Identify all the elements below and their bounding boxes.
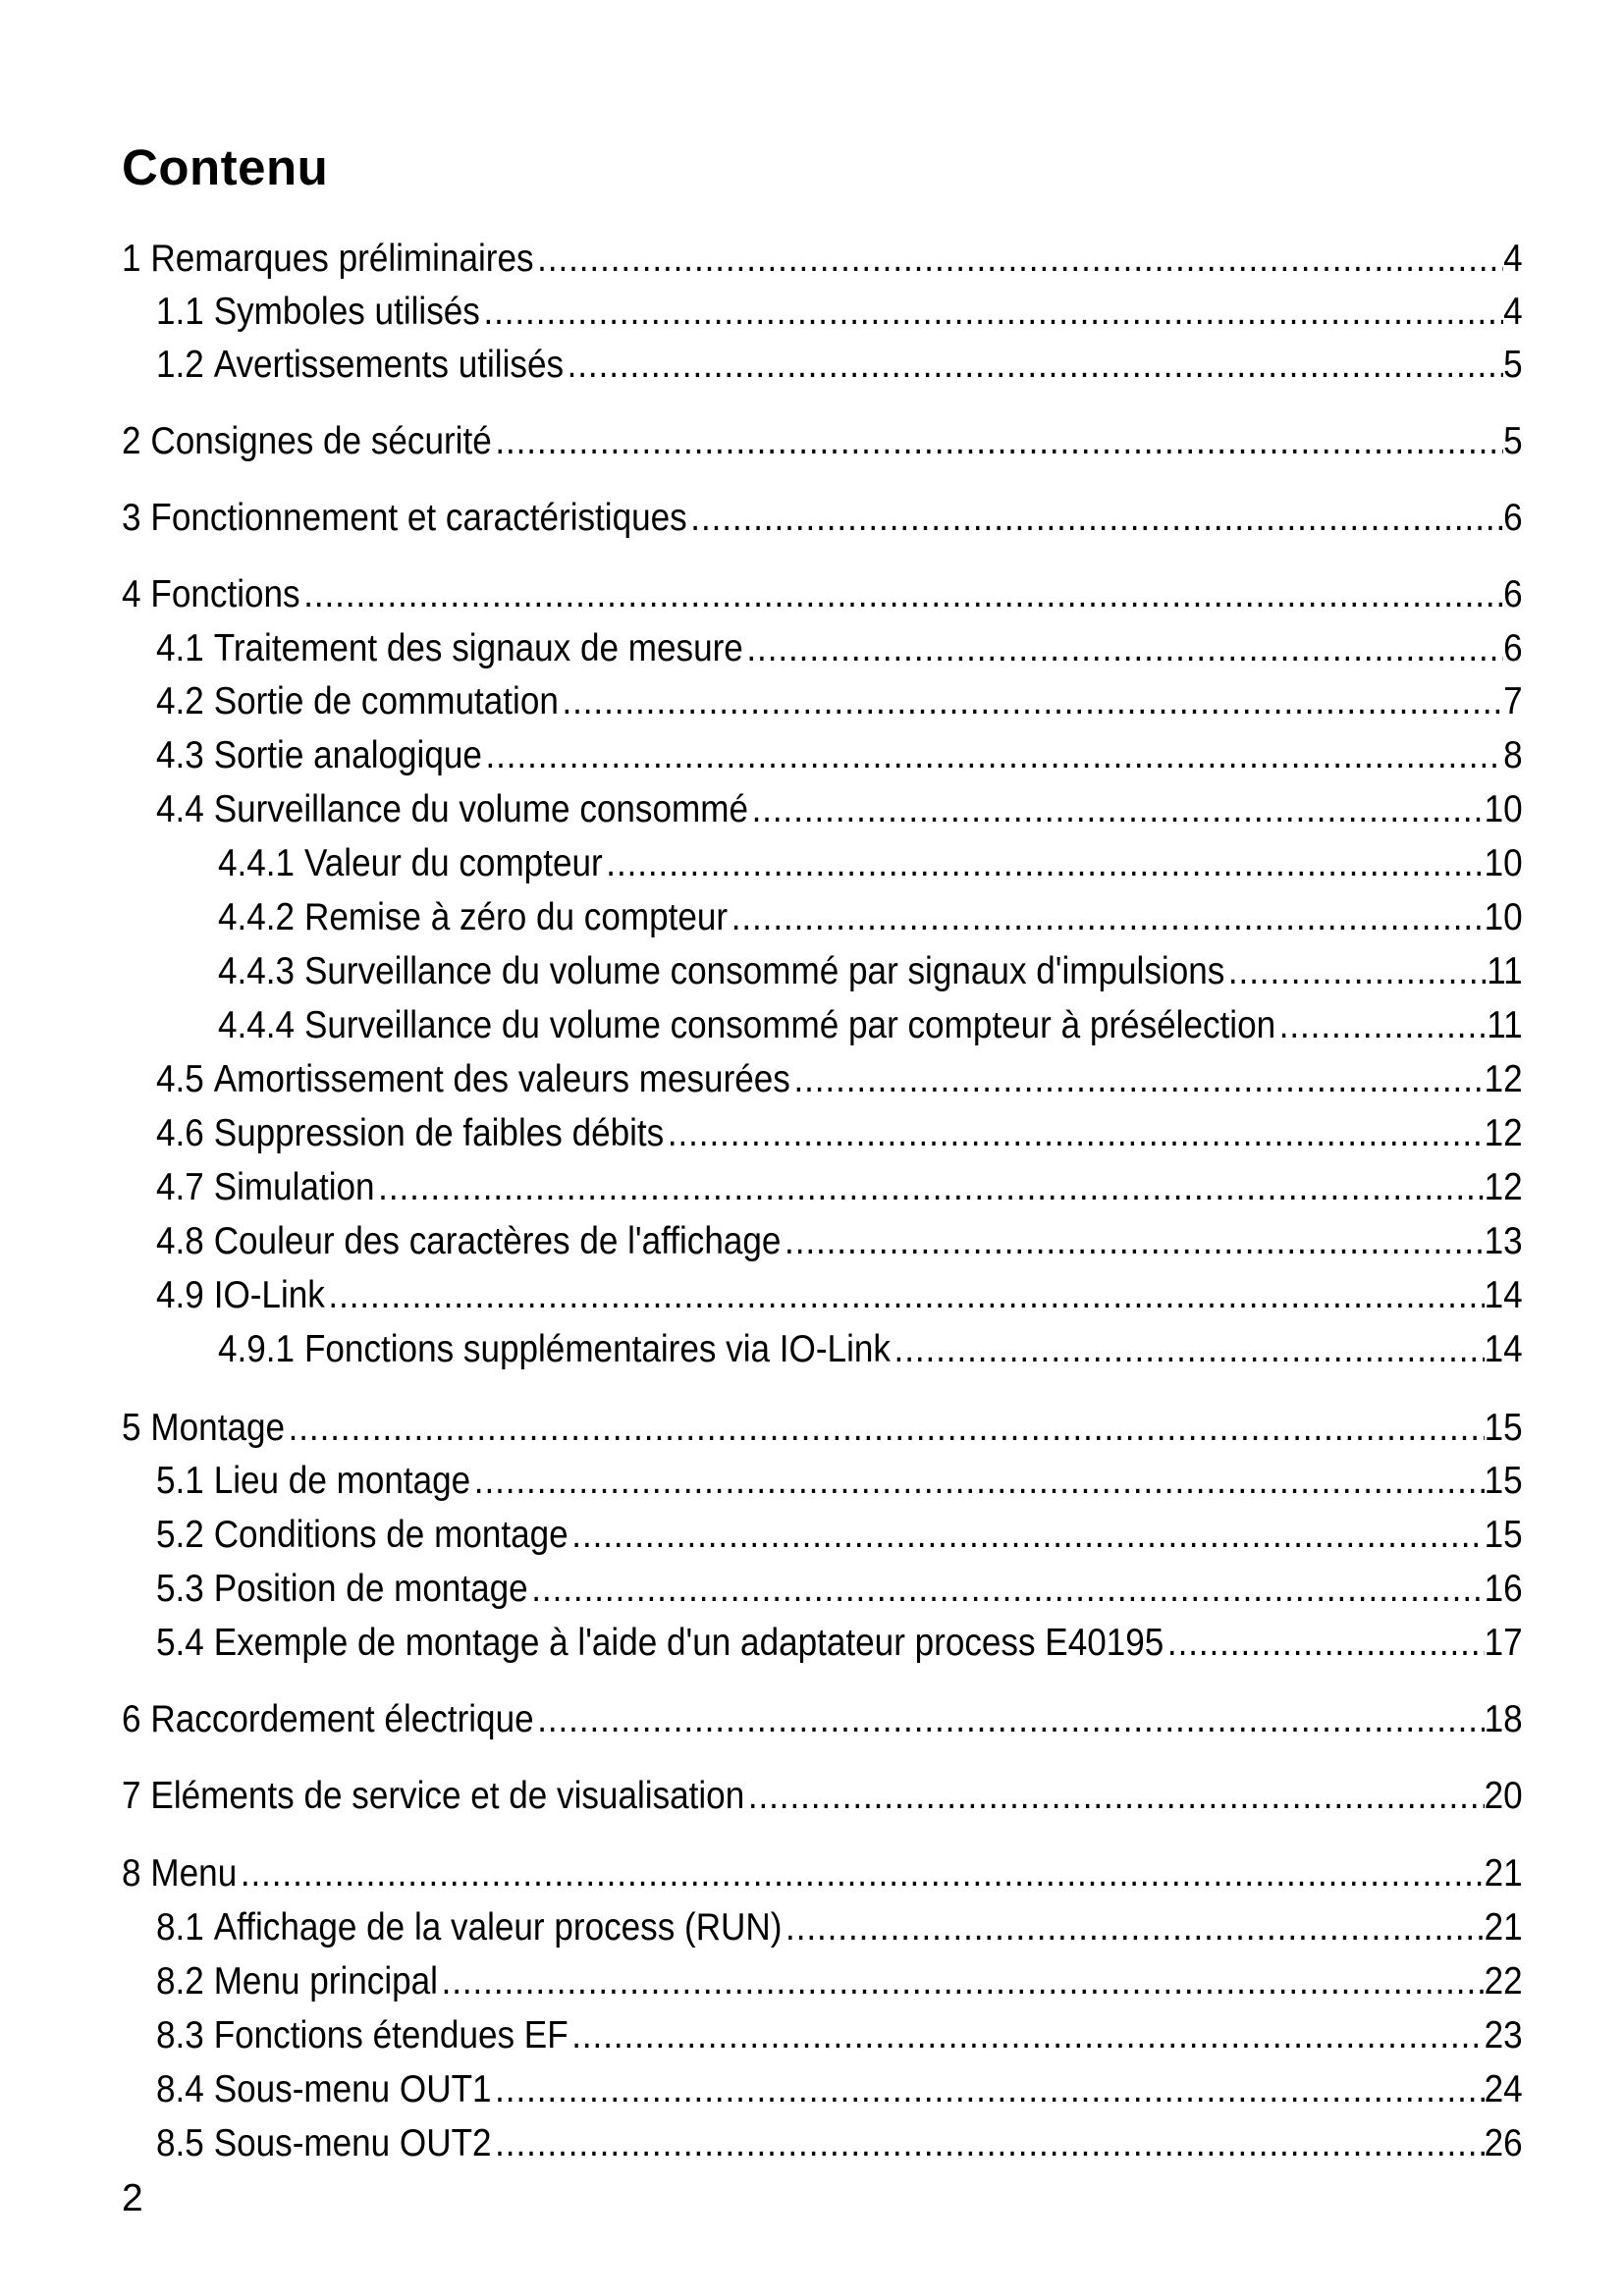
toc-entry-page: 10 xyxy=(1484,896,1523,938)
toc-dot-leader xyxy=(438,1957,1485,2006)
toc-entry-page: 20 xyxy=(1484,1775,1523,1817)
toc-entry-number: 6 xyxy=(121,1698,141,1740)
toc-entry[interactable] xyxy=(0,677,1523,726)
toc-entry-number: 4.9 xyxy=(155,1274,204,1316)
toc-entry-page: 10 xyxy=(1484,842,1523,884)
toc-dot-leader xyxy=(534,1695,1485,1744)
toc-entry-page: 15 xyxy=(1484,1407,1523,1449)
toc-entry-page: 4 xyxy=(1503,238,1523,280)
toc-entry-label: Traitement des signaux de mesure xyxy=(213,627,743,669)
toc-entry-number: 5.3 xyxy=(155,1568,204,1610)
toc-dot-leader xyxy=(492,2065,1485,2114)
toc-entry[interactable] xyxy=(0,1565,1523,1614)
toc-entry[interactable] xyxy=(0,341,1523,390)
toc-entry-label: Remise à zéro du compteur xyxy=(303,896,729,938)
toc-entry[interactable] xyxy=(0,288,1523,337)
toc-entry-number: 5.4 xyxy=(155,1622,204,1664)
toc-entry-label: Amortissement des valeurs mesurées xyxy=(213,1058,790,1100)
page-number: 2 xyxy=(122,2177,143,2219)
toc-dot-leader xyxy=(664,1109,1484,1158)
toc-dot-leader xyxy=(744,1772,1484,1821)
toc-entry[interactable] xyxy=(0,947,1523,996)
toc-dot-leader xyxy=(790,1055,1485,1104)
toc-entry[interactable] xyxy=(0,1957,1523,2006)
toc-entry-label: Sortie analogique xyxy=(213,734,482,776)
toc-entry-number: 8.1 xyxy=(155,1906,204,1949)
toc-dot-leader xyxy=(568,2011,1485,2060)
toc-entry[interactable] xyxy=(0,1511,1523,1560)
toc-entry[interactable] xyxy=(0,624,1523,673)
toc-entry-page: 12 xyxy=(1484,1058,1523,1100)
toc-entry[interactable] xyxy=(0,839,1523,888)
toc-entry-number: 4.4.4 xyxy=(217,1004,296,1046)
toc-entry-page: 14 xyxy=(1484,1328,1523,1370)
toc-entry-number: 7 xyxy=(121,1775,141,1817)
toc-entry-number: 3 xyxy=(121,497,141,539)
toc-entry-page: 5 xyxy=(1503,420,1523,462)
toc-dot-leader xyxy=(325,1271,1485,1320)
toc-entry[interactable] xyxy=(0,893,1523,942)
toc-entry-page: 18 xyxy=(1484,1698,1523,1740)
toc-entry-page: 12 xyxy=(1484,1112,1523,1154)
toc-dot-leader xyxy=(1164,1619,1484,1668)
toc-entry-label: Surveillance du volume consommé xyxy=(213,788,749,830)
toc-entry-label: Conditions de montage xyxy=(213,1514,568,1556)
toc-entry[interactable] xyxy=(0,1109,1523,1158)
toc-entry-page: 6 xyxy=(1503,573,1523,615)
toc-entry-page: 6 xyxy=(1503,497,1523,539)
toc-entry-label: Raccordement électrique xyxy=(150,1698,534,1740)
toc-dot-leader xyxy=(492,417,1503,466)
toc-dot-leader xyxy=(687,494,1503,543)
toc-entry[interactable] xyxy=(0,731,1523,780)
toc-entry[interactable] xyxy=(0,1001,1523,1050)
toc-entry[interactable] xyxy=(0,1163,1523,1212)
toc-entry-number: 8 xyxy=(121,1852,141,1895)
toc-dot-leader xyxy=(534,235,1504,284)
toc-entry-number: 8.4 xyxy=(155,2068,204,2110)
toc-dot-leader xyxy=(375,1163,1485,1212)
toc-entry-label: Lieu de montage xyxy=(213,1460,471,1502)
toc-entry-number: 4.8 xyxy=(155,1220,204,1262)
toc-entry-label: Menu xyxy=(150,1852,238,1895)
toc-entry[interactable] xyxy=(0,1457,1523,1506)
toc-entry-label: Simulation xyxy=(213,1166,375,1208)
toc-entry-page: 16 xyxy=(1484,1568,1523,1610)
toc-entry-number: 4.7 xyxy=(155,1166,204,1208)
toc-entry-label: Valeur du compteur xyxy=(303,842,603,884)
toc-entry-label: Fonctions étendues EF xyxy=(213,2014,568,2056)
toc-entry-label: Surveillance du volume consommé par compteur à présélection xyxy=(303,1004,1276,1046)
toc-dot-leader xyxy=(748,785,1485,834)
toc-entry-number: 4.9.1 xyxy=(217,1328,296,1370)
toc-entry-number: 4.6 xyxy=(155,1112,204,1154)
toc-dot-leader xyxy=(782,1903,1484,1952)
page-title: Contenu xyxy=(122,139,329,195)
toc-entry-page: 15 xyxy=(1484,1460,1523,1502)
toc-dot-leader xyxy=(743,624,1503,673)
toc-dot-leader xyxy=(1275,1001,1487,1050)
toc-entry-page: 5 xyxy=(1503,344,1523,386)
toc-entry-page: 21 xyxy=(1484,1852,1523,1895)
toc-entry-number: 2 xyxy=(121,420,141,462)
toc-dot-leader xyxy=(285,1404,1485,1453)
toc-dot-leader xyxy=(559,677,1503,726)
toc-entry-label: Position de montage xyxy=(213,1568,528,1610)
toc-entry-label: Menu principal xyxy=(213,1960,438,2002)
toc-entry-label: Couleur des caractères de l'affichage xyxy=(213,1220,782,1262)
toc-entry[interactable] xyxy=(0,1619,1523,1668)
toc-entry[interactable] xyxy=(0,235,1523,284)
toc-dot-leader xyxy=(891,1325,1485,1374)
toc-entry-label: Fonctionnement et caractéristiques xyxy=(150,497,687,539)
toc-entry-label: Sous-menu OUT2 xyxy=(213,2122,492,2164)
toc-entry[interactable] xyxy=(0,1217,1523,1266)
toc-entry-label: Sous-menu OUT1 xyxy=(213,2068,492,2110)
toc-entry-number: 4.4.3 xyxy=(217,950,296,992)
toc-entry[interactable] xyxy=(0,1055,1523,1104)
toc-dot-leader xyxy=(781,1217,1484,1266)
toc-entry[interactable] xyxy=(0,785,1523,834)
toc-entry-number: 4.4.1 xyxy=(217,842,296,884)
toc-entry-page: 7 xyxy=(1503,680,1523,722)
toc-entry-number: 4 xyxy=(121,573,141,615)
toc-entry-number: 8.3 xyxy=(155,2014,204,2056)
toc-entry[interactable] xyxy=(0,570,1523,619)
toc-entry-label: Affichage de la valeur process (RUN) xyxy=(213,1906,783,1949)
toc-entry-page: 8 xyxy=(1503,734,1523,776)
toc-entry-number: 5.2 xyxy=(155,1514,204,1556)
toc-entry[interactable] xyxy=(0,494,1523,543)
toc-entry[interactable] xyxy=(0,2011,1523,2060)
toc-entry-page: 17 xyxy=(1484,1622,1523,1664)
toc-entry-number: 4.2 xyxy=(155,680,204,722)
toc-entry-number: 1.2 xyxy=(155,344,204,386)
toc-entry-number: 1.1 xyxy=(155,291,204,333)
toc-entry-label: IO-Link xyxy=(213,1274,325,1316)
toc-entry-label: Exemple de montage à l'aide d'un adaptateur process E40195 xyxy=(213,1622,1164,1664)
toc-entry-page: 11 xyxy=(1487,950,1523,992)
toc-entry-label: Fonctions supplémentaires via IO-Link xyxy=(303,1328,891,1370)
toc-dot-leader xyxy=(482,731,1503,780)
toc-dot-leader xyxy=(528,1565,1485,1614)
toc-entry-label: Suppression de faibles débits xyxy=(213,1112,665,1154)
toc-entry-label: Montage xyxy=(150,1407,286,1449)
toc-entry-label: Consignes de sécurité xyxy=(150,420,492,462)
toc-entry-page: 11 xyxy=(1487,1004,1523,1046)
toc-entry[interactable] xyxy=(0,1404,1523,1453)
toc-dot-leader xyxy=(492,2119,1485,2168)
toc-entry-page: 15 xyxy=(1484,1514,1523,1556)
toc-entry-label: Sortie de commutation xyxy=(213,680,559,722)
toc-entry-number: 8.5 xyxy=(155,2122,204,2164)
toc-entry-label: Eléments de service et de visualisation xyxy=(150,1775,745,1817)
toc-dot-leader xyxy=(470,1457,1484,1506)
toc-entry-page: 23 xyxy=(1484,2014,1523,2056)
toc-dot-leader xyxy=(480,288,1503,337)
toc-entry-page: 22 xyxy=(1484,1960,1523,2002)
toc-entry-number: 4.5 xyxy=(155,1058,204,1100)
toc-entry[interactable] xyxy=(0,1695,1523,1744)
toc-entry-page: 24 xyxy=(1484,2068,1523,2110)
toc-entry-page: 13 xyxy=(1484,1220,1523,1262)
toc-entry[interactable] xyxy=(0,1271,1523,1320)
toc-entry[interactable] xyxy=(0,1325,1523,1374)
toc-entry-page: 10 xyxy=(1484,788,1523,830)
toc-entry-number: 4.3 xyxy=(155,734,204,776)
toc-entry-number: 5 xyxy=(121,1407,141,1449)
toc-entry-label: Avertissements utilisés xyxy=(213,344,565,386)
toc-entry[interactable] xyxy=(0,1903,1523,1952)
toc-entry-label: Symboles utilisés xyxy=(213,291,480,333)
toc-entry-page: 6 xyxy=(1503,627,1523,669)
toc-dot-leader xyxy=(1224,947,1487,996)
toc-entry[interactable] xyxy=(0,2119,1523,2168)
toc-entry-number: 4.4 xyxy=(155,788,204,830)
toc-dot-leader xyxy=(728,893,1485,942)
toc-entry-label: Surveillance du volume consommé par signaux d'impulsions xyxy=(303,950,1225,992)
toc-entry[interactable] xyxy=(0,1772,1523,1821)
toc-entry-page: 21 xyxy=(1484,1906,1523,1949)
toc-dot-leader xyxy=(603,839,1485,888)
toc-dot-leader xyxy=(300,570,1504,619)
toc-entry-number: 4.1 xyxy=(155,627,204,669)
toc-entry-number: 8.2 xyxy=(155,1960,204,2002)
toc-entry-page: 14 xyxy=(1484,1274,1523,1316)
toc-entry-page: 4 xyxy=(1503,291,1523,333)
toc-entry-label: Fonctions xyxy=(150,573,300,615)
toc-entry-number: 1 xyxy=(121,238,141,280)
toc-entry-number: 5.1 xyxy=(155,1460,204,1502)
toc-entry[interactable] xyxy=(0,417,1523,466)
toc-dot-leader xyxy=(564,341,1503,390)
toc-entry-number: 4.4.2 xyxy=(217,896,296,938)
toc-dot-leader xyxy=(568,1511,1485,1560)
toc-entry-label: Remarques préliminaires xyxy=(150,238,534,280)
toc-entry-page: 12 xyxy=(1484,1166,1523,1208)
toc-entry[interactable] xyxy=(0,1849,1523,1898)
toc-entry[interactable] xyxy=(0,2065,1523,2114)
toc-entry-page: 26 xyxy=(1484,2122,1523,2164)
toc-dot-leader xyxy=(237,1849,1484,1898)
